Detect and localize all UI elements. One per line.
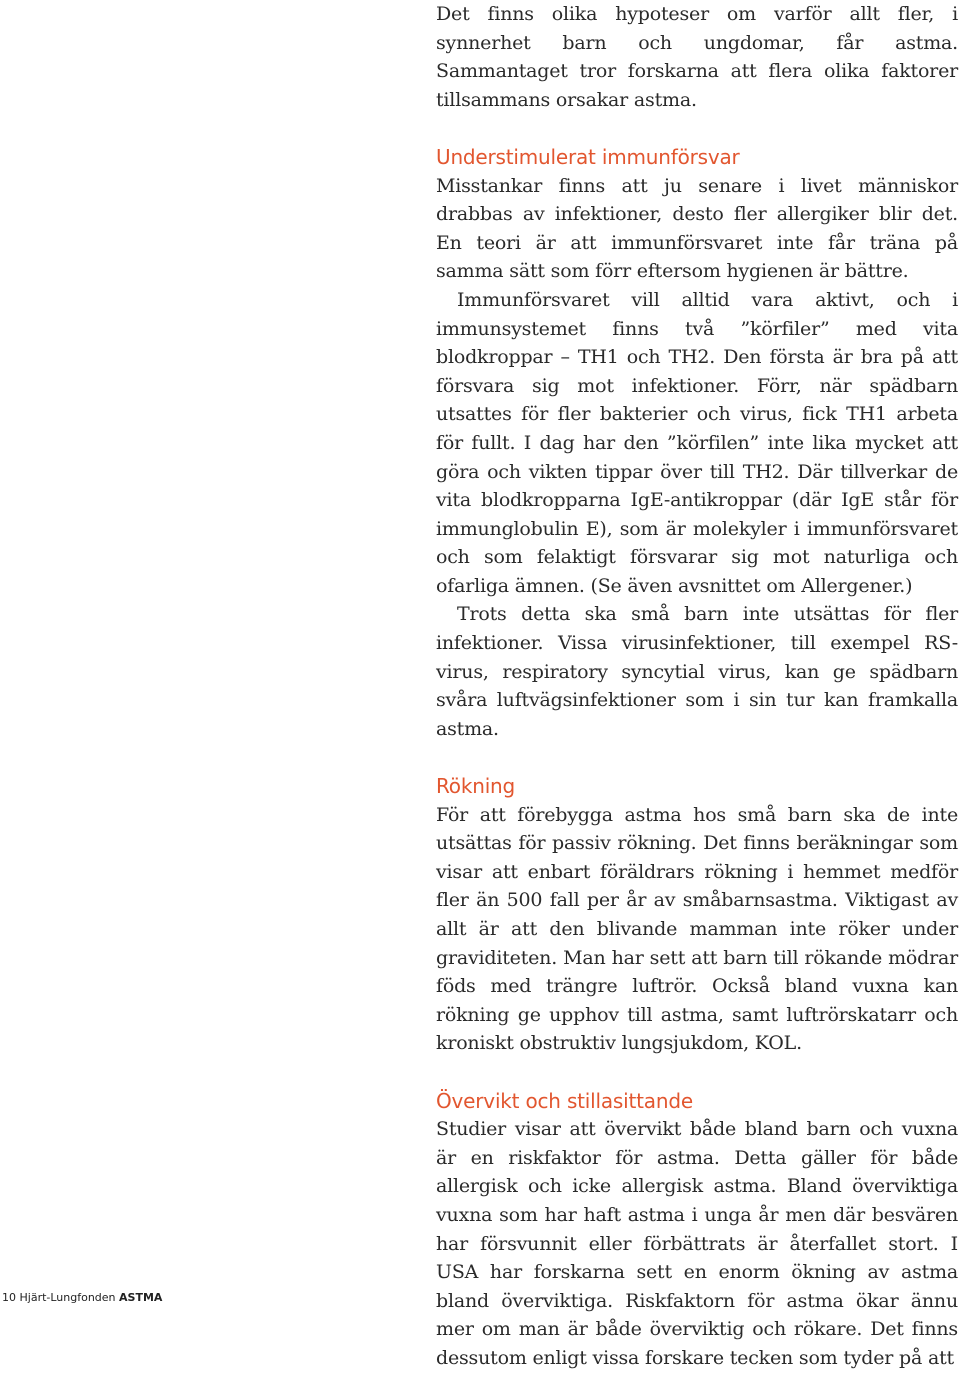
body-paragraph: Trots detta ska små barn inte utsättas för fler infektioner. Vissa virusinfektioner, till exempel RS-virus, respiratory syncytial virus, kan ge spädbarn svåra luftvägsinfektioner som i sin tur kan framkalla astma. <box>436 603 958 740</box>
section-heading: Understimulerat immunförsvar <box>436 144 740 169</box>
intro-paragraph: Det finns olika hypoteser om varför allt fler, i synnerhet barn och ungdomar, får astma. Sammantaget tror forskarna att flera olika faktorer tillsammans orsakar astma. <box>436 3 958 111</box>
section-overweight <box>436 1087 958 1373</box>
section-gap <box>436 1058 958 1087</box>
section-gap <box>436 114 958 143</box>
publication-name: ASTMA <box>119 1291 163 1304</box>
body-paragraph: För att förebygga astma hos små barn ska de inte utsättas för passiv rökning. Det finns beräkningar som visar att enbart föräldrars rökning i hemmet medför fler än 500 fall per år av småbarnsastma. Viktigast av allt är att den blivande mamman inte röker under graviditeten. Man har sett att barn till rökande mödrar föds med trängre luftrör. Också bland vuxna kan rökning ge upphov till astma, samt luftrörskatarr och kroniskt obstruktiv lungsjukdom, KOL. <box>436 803 958 1055</box>
body-paragraph: Misstankar finns att ju senare i livet människor drabbas av infektioner, desto fler allergiker blir det. En teori är att immunförsvaret inte får träna på samma sätt som förr eftersom hygienen är bättre. <box>436 174 958 283</box>
section-immune-system <box>436 143 958 743</box>
section-smoking <box>436 772 958 1058</box>
section-heading: Övervikt och stillasittande <box>436 1088 693 1113</box>
page-footer <box>2 1290 162 1306</box>
page-number: 10 <box>2 1291 16 1304</box>
section-heading: Rökning <box>436 774 516 799</box>
organization-name: Hjärt-Lungfonden <box>19 1291 116 1304</box>
article-column <box>436 0 958 1373</box>
body-paragraph: Studier visar att övervikt både bland barn och vuxna är en riskfaktor för astma. Detta gäller för både allergisk och icke allergisk astma. Bland överviktiga vuxna som har haft astma i unga år men där besvären har försvunnit eller förbättrats är återfallet stort. I USA har forskarna sett en enorm ökning av astma bland överviktiga. Riskfaktorn för astma ökar ännu mer om man är både överviktig och rökare. Det finns dessutom enligt vissa forskare tecken som tyder på att <box>436 1118 958 1369</box>
section-gap <box>436 743 958 772</box>
body-paragraph: Immunförsvaret vill alltid vara aktivt, och i immunsystemet finns två ”körfiler” med vita blodkroppar – TH1 och TH2. Den första är bra på att försvara sig mot infektioner. Förr, när spädbarn utsattes för fler bakterier och virus, fick TH1 arbeta för fullt. I dag har den ”körfilen” inte lika mycket att göra och vikten tippar över till TH2. Där tillverkar de vita blodkropparna IgE-antikroppar (där IgE står för immunglobulin E), som är molekyler i immunförsvaret och som felaktigt försvarar sig mot naturliga och ofarliga ämnen. (Se även avsnittet om Allergener.) <box>436 288 958 597</box>
